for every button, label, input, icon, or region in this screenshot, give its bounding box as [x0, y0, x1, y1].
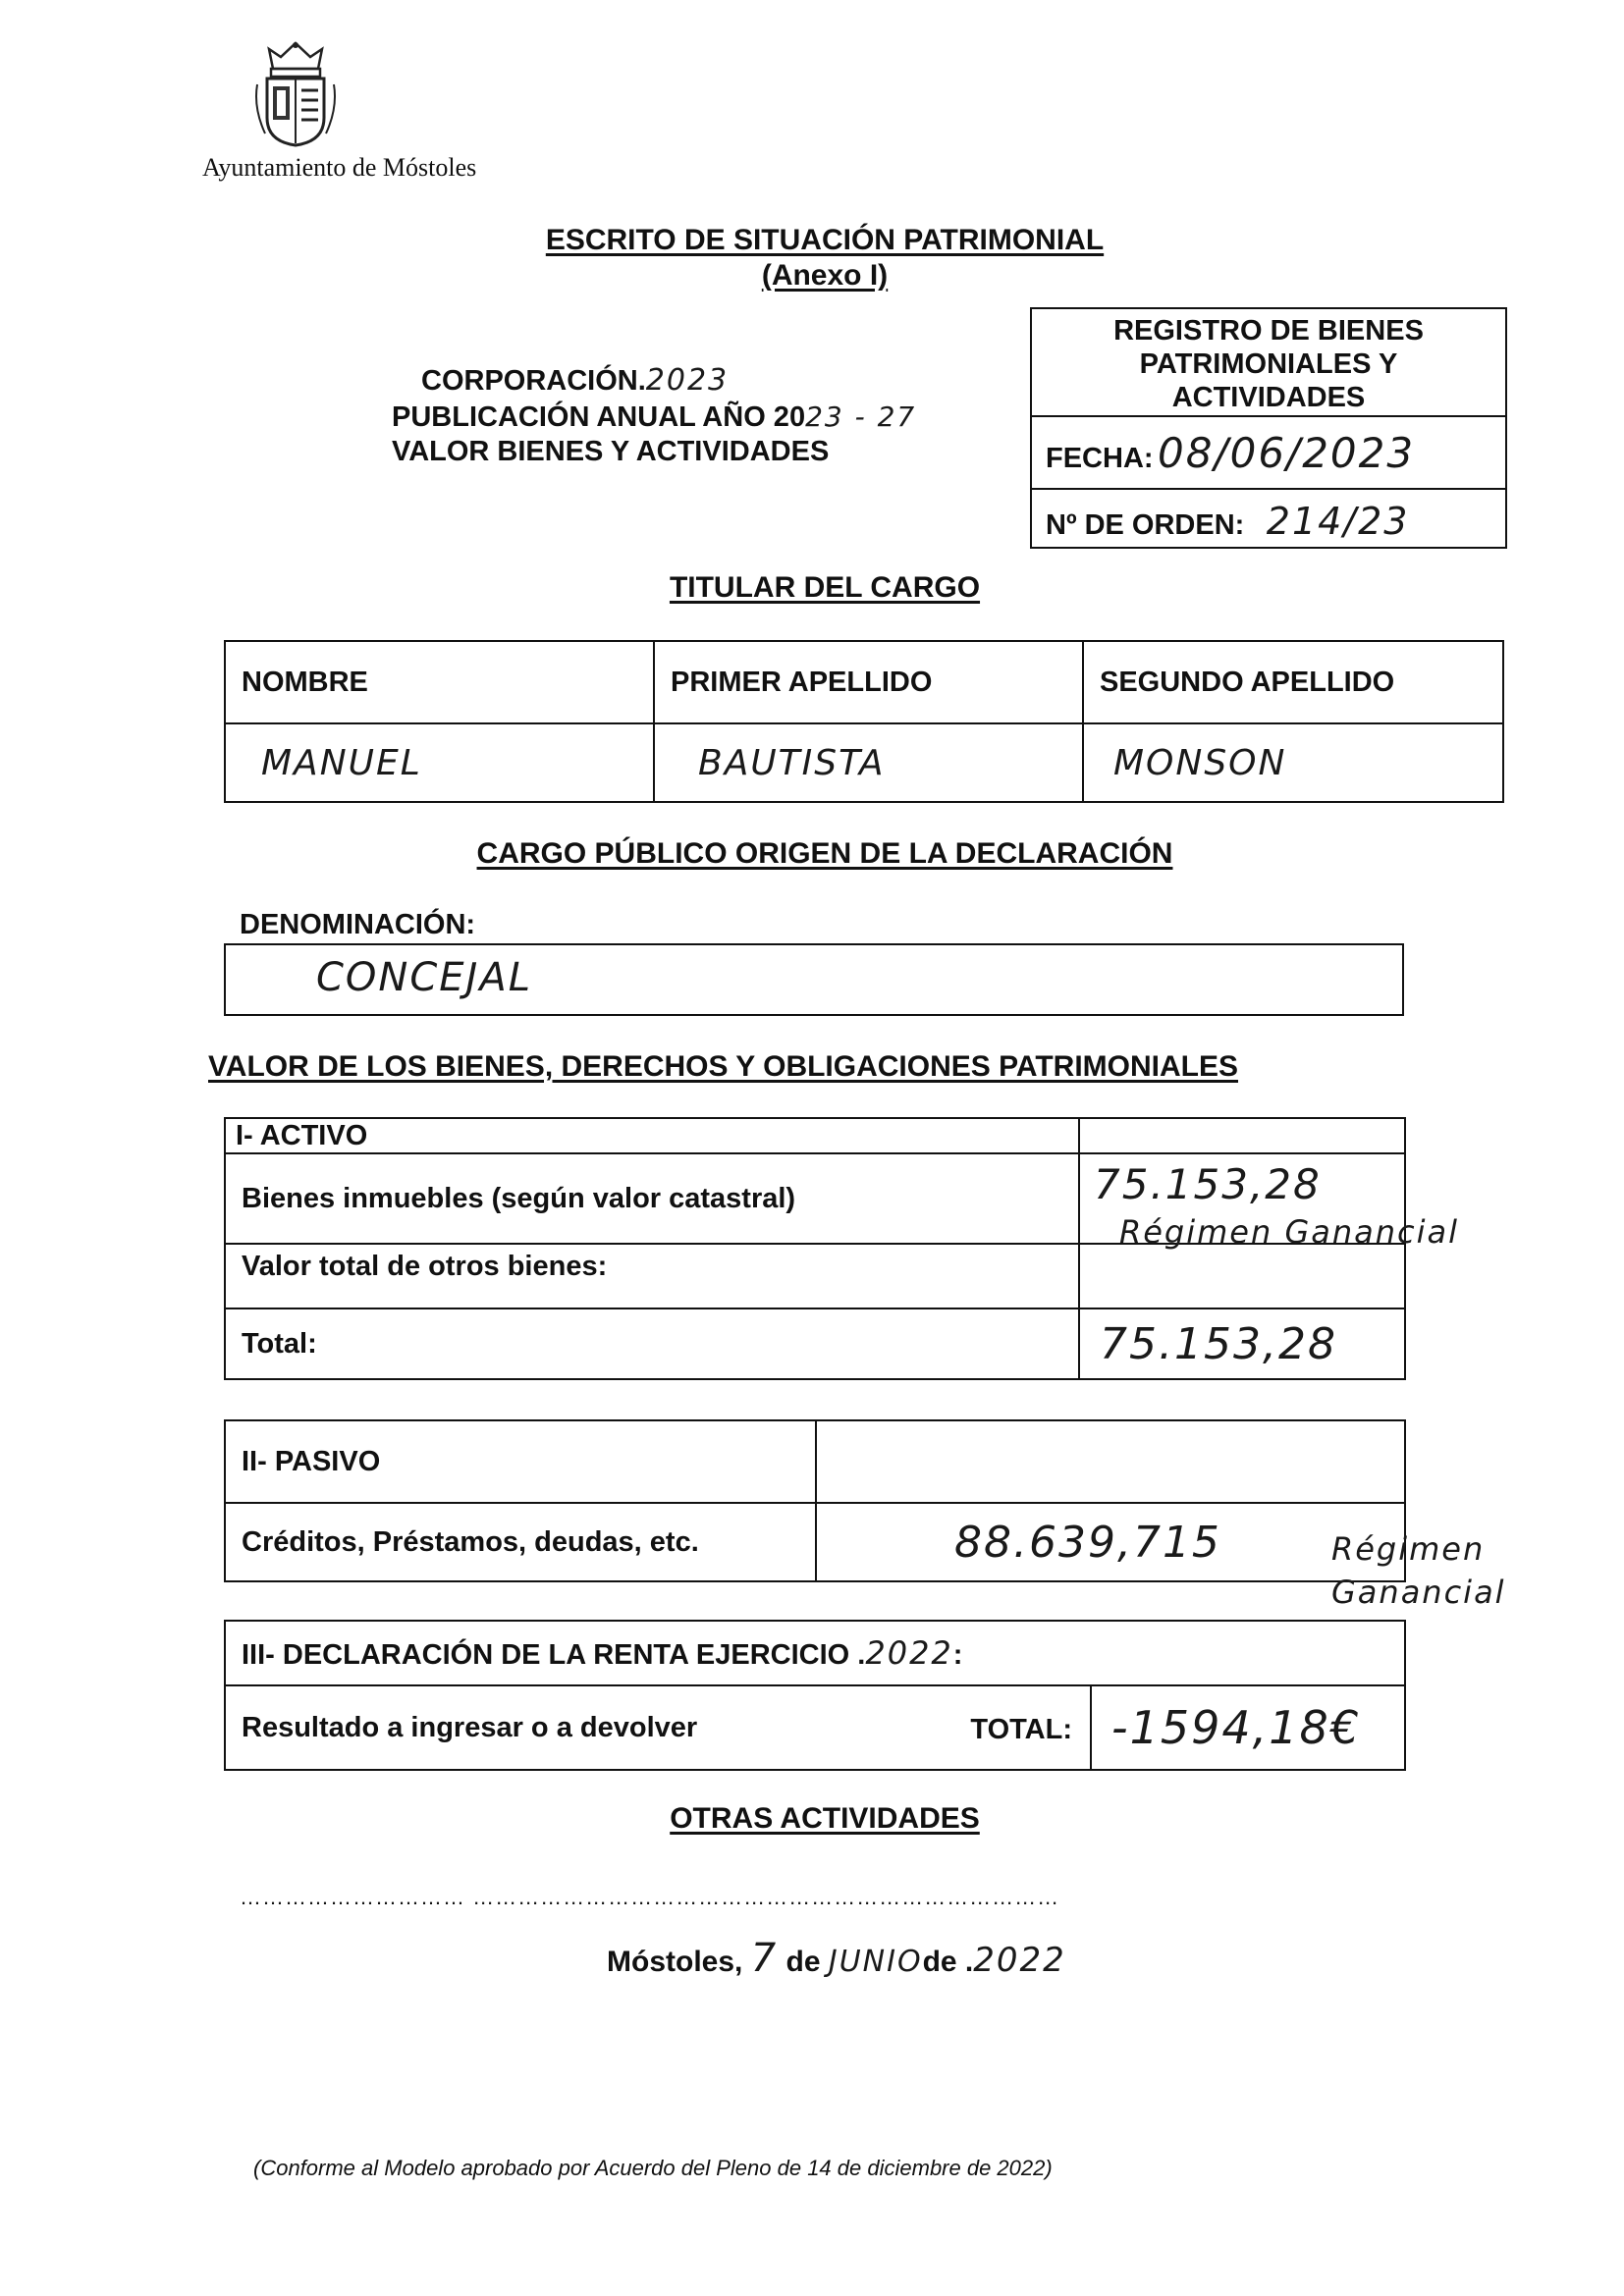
document-title: ESCRITO DE SITUACIÓN PATRIMONIAL	[545, 224, 1105, 256]
publicacion-value: 23 - 27	[805, 400, 917, 433]
corporacion-line	[421, 363, 729, 398]
fecha-label: FECHA:	[1046, 443, 1154, 474]
primer-apellido-value: BAUTISTA	[654, 723, 1083, 802]
otros-label: Valor total de otros bienes:	[225, 1244, 1079, 1308]
orden-row	[1046, 500, 1409, 543]
creditos-value: 88.639,715	[816, 1503, 1405, 1581]
pasivo-table	[224, 1419, 1406, 1582]
otras-heading: OTRAS ACTIVIDADES	[670, 1802, 980, 1835]
firma-de2: de .	[922, 1946, 974, 1978]
inmuebles-value: 75.153,28	[1094, 1160, 1322, 1208]
pasivo-header: II- PASIVO	[225, 1420, 816, 1503]
renta-ejercicio-value: 2022	[865, 1634, 953, 1672]
valor-bienes-label: VALOR BIENES Y ACTIVIDADES	[392, 436, 830, 467]
document-subtitle: (Anexo I)	[761, 259, 889, 292]
creditos-note: Régimen Ganancial	[1331, 1530, 1506, 1611]
publicacion-line	[392, 400, 916, 434]
renta-table	[224, 1620, 1406, 1771]
titular-table	[224, 640, 1504, 803]
renta-header-suffix: :	[952, 1639, 963, 1671]
firma-line	[607, 1936, 1066, 1981]
firma-place: Móstoles,	[607, 1946, 743, 1978]
fecha-row	[1046, 429, 1415, 477]
activo-total-label: Total:	[225, 1308, 1079, 1379]
titular-heading: TITULAR DEL CARGO	[669, 571, 981, 604]
resultado-cell	[225, 1685, 1091, 1770]
coat-of-arms-icon	[251, 39, 340, 149]
firma-month: JUNIO	[828, 1945, 923, 1979]
registro-title: REGISTRO DE BIENES PATRIMONIALES Y ACTIVIDADES	[1113, 315, 1424, 413]
municipality-name: Ayuntamiento de Móstoles	[202, 153, 477, 182]
corporacion-value: 2023	[645, 363, 730, 398]
registro-box	[1030, 307, 1507, 549]
renta-header-label: III- DECLARACIÓN DE LA RENTA EJERCICIO .	[242, 1639, 866, 1671]
orden-value: 214/23	[1266, 500, 1410, 543]
firma-day: 7	[750, 1936, 779, 1981]
otras-dots: ………………………… ……………………………………………………………………	[240, 1885, 1060, 1909]
nombre-value: MANUEL	[225, 723, 654, 802]
resultado-label: Resultado a ingresar o a devolver	[242, 1711, 698, 1743]
primer-apellido-header: PRIMER APELLIDO	[654, 641, 1083, 723]
orden-label: Nº DE ORDEN:	[1046, 509, 1245, 541]
renta-total-label: TOTAL:	[970, 1714, 1072, 1745]
firma-year: 2022	[973, 1941, 1066, 1980]
fecha-value: 08/06/2023	[1158, 429, 1416, 477]
inmuebles-label: Bienes inmuebles (según valor catastral)	[225, 1153, 1079, 1244]
firma-de1: de	[785, 1946, 821, 1978]
publicacion-label: PUBLICACIÓN ANUAL AÑO 20	[392, 401, 806, 433]
pasivo-header-empty	[816, 1420, 1405, 1503]
activo-header: I- ACTIVO	[225, 1118, 1079, 1153]
corporacion-label: CORPORACIÓN.	[421, 365, 646, 397]
nombre-header: NOMBRE	[225, 641, 654, 723]
activo-header-empty	[1079, 1118, 1405, 1153]
renta-total-value: -1594,18€	[1091, 1685, 1405, 1770]
footer-note: (Conforme al Modelo aprobado por Acuerdo del Pleno de 14 de diciembre de 2022)	[253, 2156, 1053, 2180]
renta-header	[225, 1621, 1405, 1685]
inmuebles-note: Régimen Ganancial	[1119, 1213, 1459, 1251]
segundo-apellido-value: MONSON	[1083, 723, 1503, 802]
otros-cell	[1079, 1244, 1405, 1308]
denominacion-box	[224, 943, 1404, 1016]
cargo-heading: CARGO PÚBLICO ORIGEN DE LA DECLARACIÓN	[476, 837, 1173, 870]
activo-total-value: 75.153,28	[1079, 1308, 1405, 1379]
denominacion-value: CONCEJAL	[316, 955, 532, 1000]
denominacion-label: DENOMINACIÓN:	[240, 909, 476, 940]
valor-heading: VALOR DE LOS BIENES, DERECHOS Y OBLIGACIONES PATRIMONIALES	[208, 1050, 1239, 1083]
segundo-apellido-header: SEGUNDO APELLIDO	[1083, 641, 1503, 723]
creditos-label: Créditos, Préstamos, deudas, etc.	[225, 1503, 816, 1581]
